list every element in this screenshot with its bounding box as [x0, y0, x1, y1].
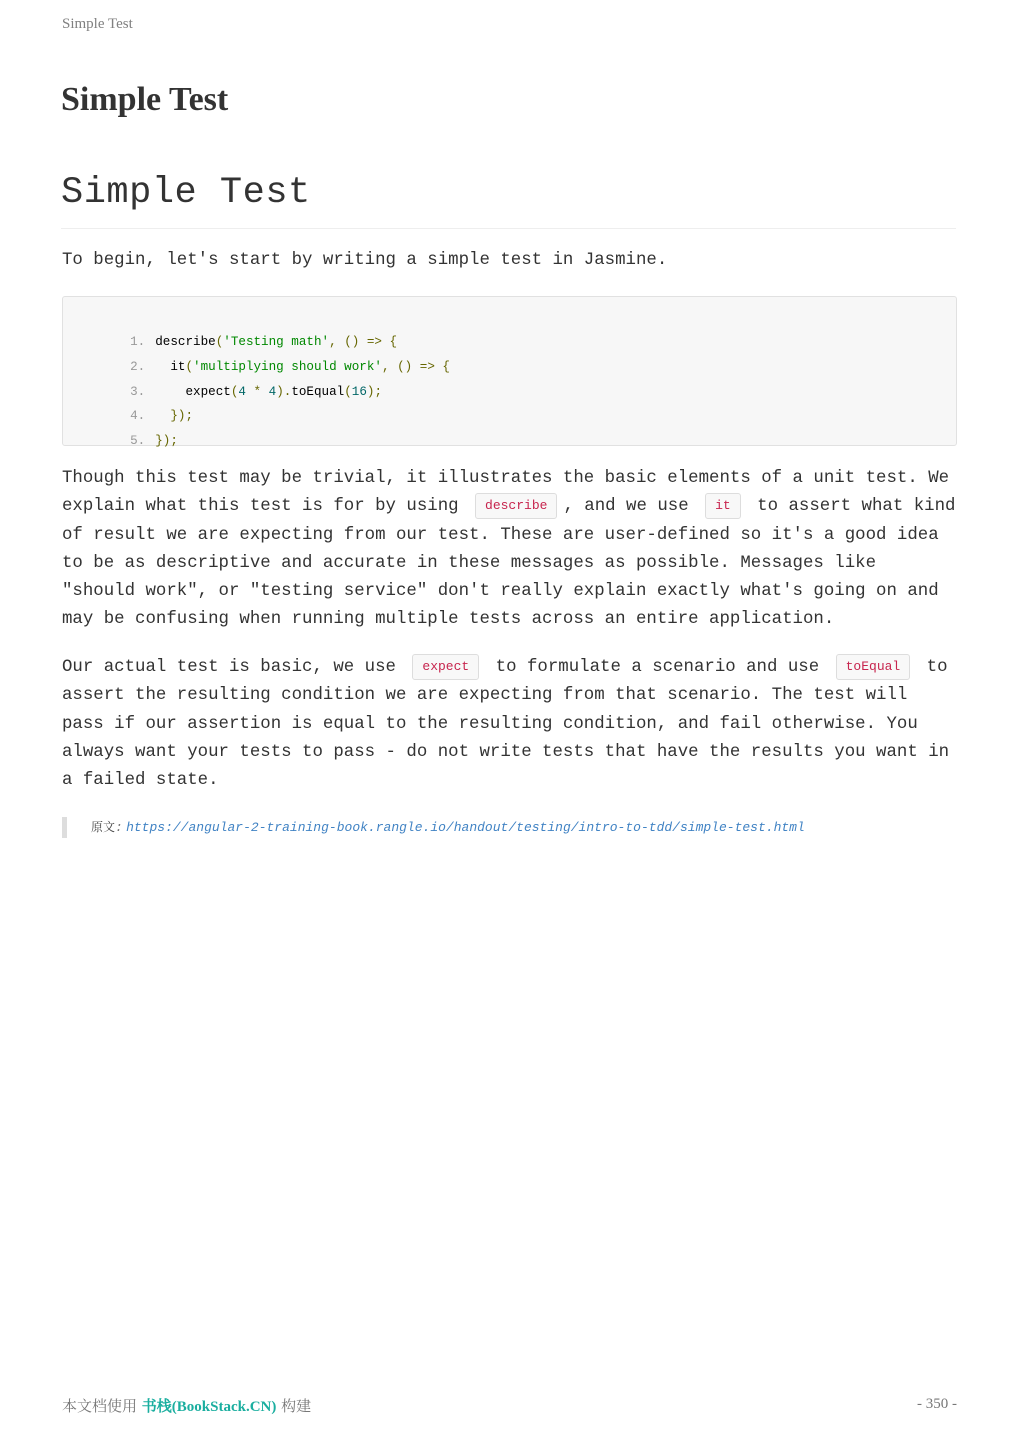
line-number: 2.: [130, 360, 146, 374]
code-line: [63, 380, 194, 423]
inline-code-toequal: toEqual: [836, 654, 911, 680]
footer-suffix: 构建: [281, 1397, 312, 1415]
code-token: , () => {: [381, 360, 450, 374]
code-token: (: [215, 335, 224, 349]
code-line: [63, 306, 398, 349]
code-token: toEqual: [291, 385, 345, 399]
paragraph-text: Our actual test is basic, we use: [62, 658, 396, 677]
bookstack-link[interactable]: 书栈(BookStack.CN): [141, 1399, 277, 1415]
code-token: describe: [155, 335, 216, 349]
footer-credit: [62, 1395, 311, 1416]
paragraph-text: to assert the resulting condition we are expecting from that scenario. The test will pass if our assertion is equal to the resulting condition, and fail otherwise. You always want your tests to pass - do not write tests that have the results you want in a failed state.: [62, 658, 950, 791]
paragraph-text: to formulate a scenario and use: [495, 658, 820, 677]
source-blockquote: [62, 817, 805, 838]
code-token: 4: [238, 385, 246, 399]
running-header: Simple Test: [62, 16, 133, 32]
code-token: );: [366, 385, 383, 399]
code-token: ).: [276, 385, 292, 399]
code-token: (: [230, 385, 239, 399]
code-token: expect: [155, 385, 231, 399]
code-token: 4: [268, 385, 277, 399]
page-number: - 350 -: [917, 1396, 957, 1412]
section-title: Simple Test: [61, 172, 956, 229]
code-line: [63, 356, 383, 399]
inline-code-expect: expect: [412, 654, 479, 680]
assertion-paragraph: [62, 654, 957, 795]
line-number: 5.: [130, 434, 146, 448]
code-token: });: [155, 409, 194, 423]
paragraph-text: Though this test may be trivial, it illustrates the basic elements of a unit test. We explain what this test is for by using: [62, 469, 950, 517]
paragraph-text: , and we use: [563, 497, 689, 517]
inline-code-describe: describe: [475, 493, 557, 519]
inline-code-it: it: [705, 493, 741, 519]
explanation-paragraph: [62, 465, 957, 635]
intro-paragraph: To begin, let's start by writing a simple test in Jasmine.: [62, 251, 668, 270]
code-block: [62, 296, 957, 446]
code-line: [63, 331, 450, 374]
line-number: 1.: [130, 335, 146, 349]
source-label: 原文: [91, 820, 116, 834]
code-token: it: [155, 360, 186, 374]
code-token: 'multiplying should work': [193, 360, 382, 374]
line-number: 3.: [130, 385, 146, 399]
line-number: 4.: [130, 409, 146, 423]
code-token: , () => {: [329, 335, 398, 349]
code-token: (: [344, 385, 352, 399]
code-token: *: [245, 385, 269, 399]
code-token: 16: [351, 385, 367, 399]
source-colon: :: [115, 820, 123, 835]
chapter-title: Simple Test: [61, 81, 229, 118]
code-line: [63, 405, 178, 448]
source-link[interactable]: https://angular-2-training-book.rangle.io/handout/testing/intro-to-tdd/simple-test.html: [126, 820, 805, 835]
code-token: (: [185, 360, 194, 374]
footer-prefix: 本文档使用: [62, 1397, 138, 1415]
code-token: 'Testing math': [223, 335, 330, 349]
paragraph-text: to assert what kind of result we are expecting from our test. These are user-defined so it's a good idea to be as descriptive and accurate in these messages as possible. Messages like "should work", or "testing service" don't really explain exactly what's going on and may be confusing when running multiple tests across an entire application.: [62, 497, 956, 630]
code-token: });: [155, 434, 178, 448]
